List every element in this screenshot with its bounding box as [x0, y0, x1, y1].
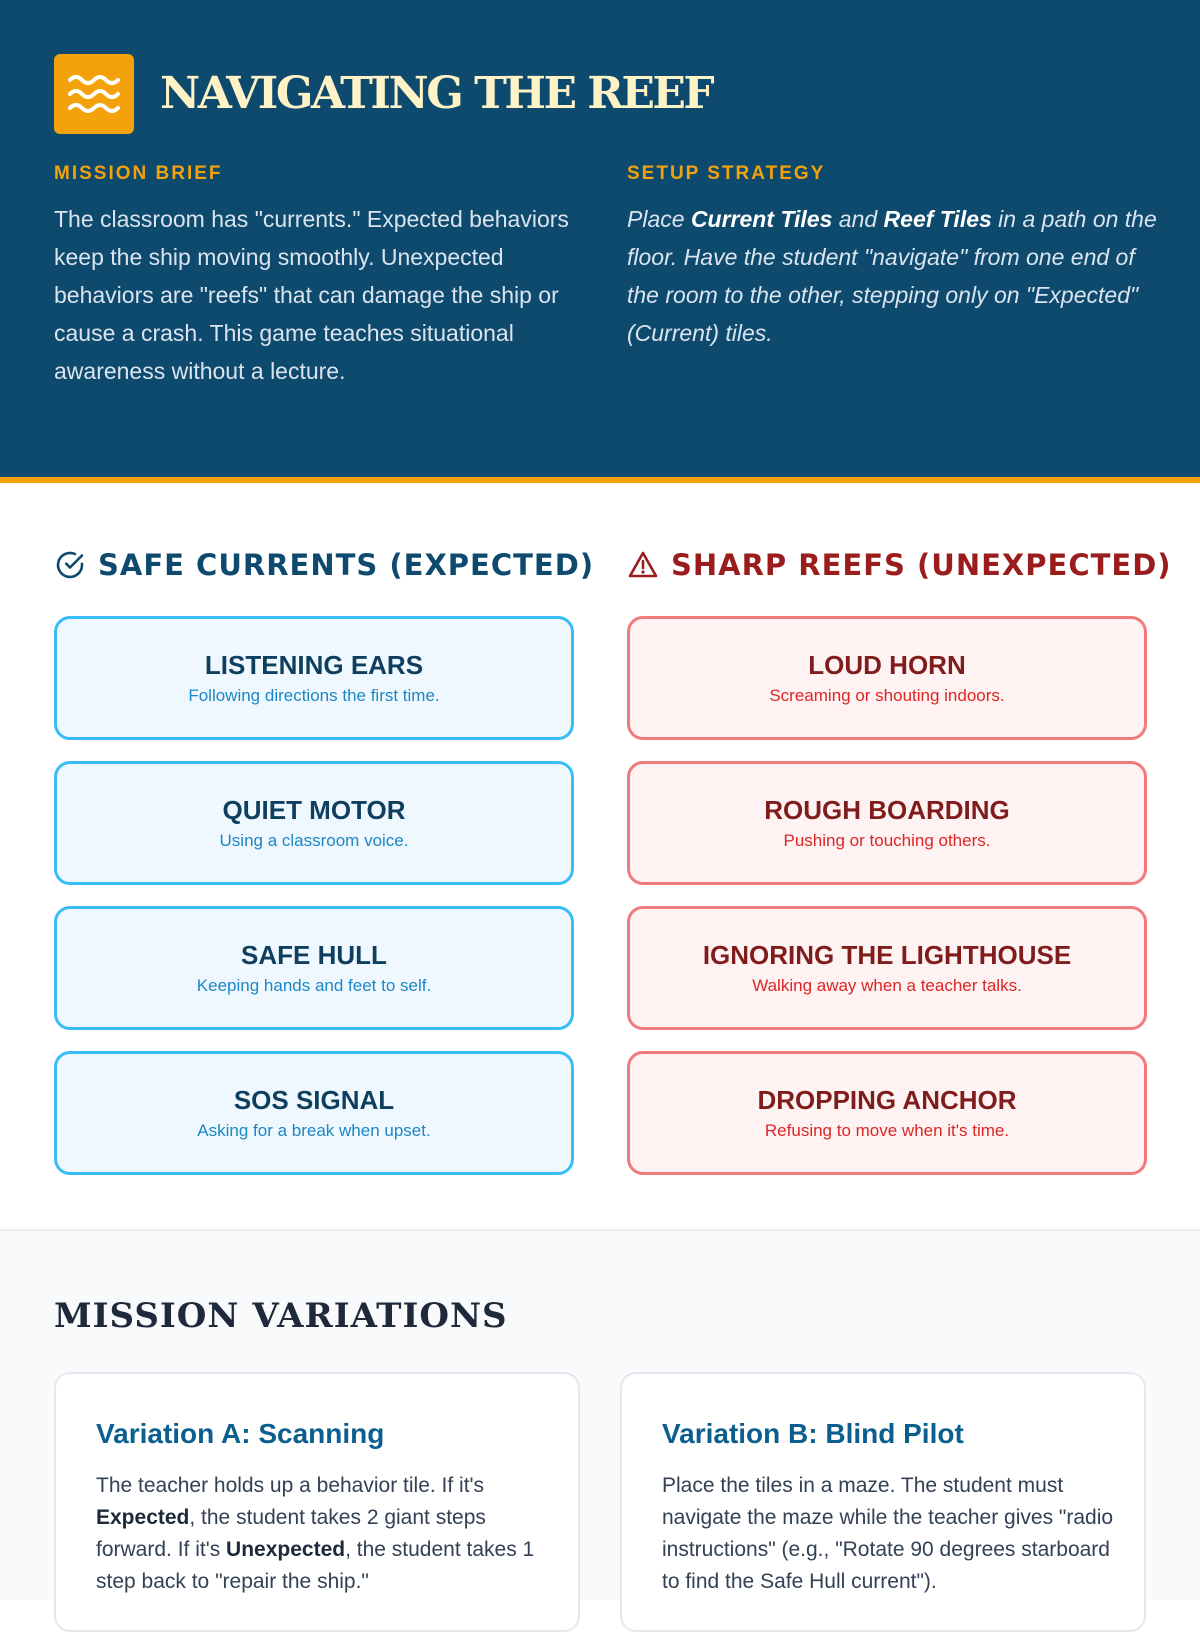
safe-tile	[54, 616, 574, 740]
tile-title: IGNORING THE LIGHTHOUSE	[702, 940, 1072, 970]
warning-triangle-icon	[627, 549, 659, 581]
variation-a-text: The teacher holds up a behavior tile. If it's Expected, the student takes 2 giant steps forward. If it's Unexpected, the student takes 1 step back to "repair the ship."	[96, 1474, 535, 1593]
safe-tile	[54, 761, 574, 885]
variation-b-title: Variation B: Blind Pilot	[662, 1418, 964, 1449]
tile-title: LOUD HORN	[808, 650, 966, 680]
variation-a-card	[54, 1372, 580, 1632]
mission-brief-text: The classroom has "currents." Expected behaviors keep the ship moving smoothly. Unexpected behaviors are "reefs" that can damage the ship or cause a crash. This game teaches situational awareness without a lecture.	[54, 206, 569, 384]
tile-title: SOS SIGNAL	[233, 1085, 395, 1115]
sharp-reefs-heading: SHARP REEFS (UNEXPECTED)	[627, 545, 1172, 585]
tile-title: DROPPING ANCHOR	[757, 1085, 1017, 1115]
tile-title: ROUGH BOARDING	[764, 795, 1010, 825]
tile-title: QUIET MOTOR	[222, 795, 406, 825]
tile-title: LISTENING EARS	[204, 650, 424, 680]
tile-description: Asking for a break when upset.	[197, 1121, 431, 1140]
safe-tile	[54, 1051, 574, 1175]
variations-heading: MISSION VARIATIONS	[54, 1296, 508, 1336]
reef-tile	[627, 1051, 1147, 1175]
tile-description: Refusing to move when it's time.	[764, 1121, 1010, 1140]
logo-badge	[54, 54, 134, 134]
reef-tile	[627, 761, 1147, 885]
tile-description: Using a classroom voice.	[219, 831, 409, 850]
mission-variations-section	[0, 1229, 1200, 1600]
safe-currents-heading: SAFE CURRENTS (EXPECTED)	[54, 545, 594, 585]
tile-description: Screaming or shouting indoors.	[769, 686, 1005, 705]
reef-tile	[627, 906, 1147, 1030]
tile-description: Following directions the first time.	[188, 686, 440, 705]
variation-b-card	[620, 1372, 1146, 1632]
tile-title: SAFE HULL	[241, 940, 387, 970]
tile-description: Pushing or touching others.	[783, 831, 991, 850]
safe-tile	[54, 906, 574, 1030]
variation-b-text: Place the tiles in a maze. The student must navigate the maze while the teacher gives "radio instructions" (e.g., "Rotate 90 degrees starboard to find the Safe Hull current").	[662, 1474, 1114, 1593]
tile-description: Keeping hands and feet to self.	[196, 976, 432, 995]
mission-brief-heading: MISSION BRIEF	[54, 163, 223, 184]
check-circle-icon	[54, 549, 86, 581]
page-title: NAVIGATING THE REEF	[160, 68, 713, 119]
variation-a-title: Variation A: Scanning	[96, 1418, 385, 1449]
waves-icon	[68, 72, 120, 116]
header-banner	[0, 0, 1200, 483]
reef-tile	[627, 616, 1147, 740]
tile-description: Walking away when a teacher talks.	[752, 976, 1022, 995]
setup-strategy-text: Place Current Tiles and Reef Tiles in a path on the floor. Have the student "navigate" from one end of the room to the other, stepping only on "Expected" (Current) tiles.	[627, 206, 1157, 346]
setup-strategy-heading: SETUP STRATEGY	[627, 163, 826, 184]
